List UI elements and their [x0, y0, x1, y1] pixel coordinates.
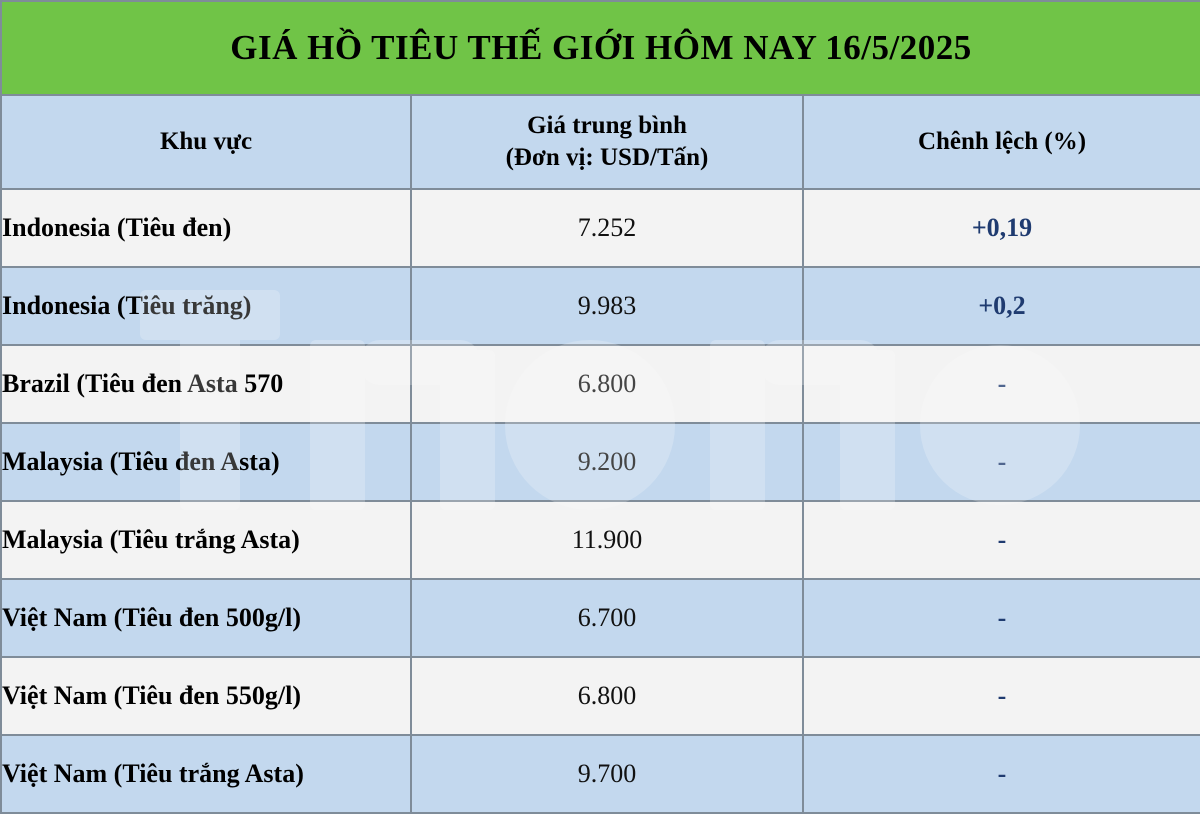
region-cell: Brazil (Tiêu đen Asta 570	[1, 345, 411, 423]
table-row	[1, 189, 1200, 267]
price-cell: 9.200	[411, 423, 803, 501]
change-cell: -	[803, 345, 1200, 423]
table-row	[1, 345, 1200, 423]
header-row	[1, 95, 1200, 189]
header-region: Khu vực	[1, 95, 411, 189]
change-cell: -	[803, 501, 1200, 579]
table-row	[1, 657, 1200, 735]
region-cell: Việt Nam (Tiêu đen 550g/l)	[1, 657, 411, 735]
price-cell: 6.800	[411, 345, 803, 423]
table-row	[1, 579, 1200, 657]
change-cell: +0,2	[803, 267, 1200, 345]
header-price-line1: Giá trung bình	[527, 112, 687, 139]
region-cell: Indonesia (Tiêu đen)	[1, 189, 411, 267]
change-cell: -	[803, 579, 1200, 657]
change-cell: +0,19	[803, 189, 1200, 267]
region-cell: Indonesia (Tiêu trăng)	[1, 267, 411, 345]
price-cell: 9.700	[411, 735, 803, 813]
change-cell: -	[803, 657, 1200, 735]
region-cell: Việt Nam (Tiêu đen 500g/l)	[1, 579, 411, 657]
table-row	[1, 267, 1200, 345]
table-row	[1, 423, 1200, 501]
price-cell: 11.900	[411, 501, 803, 579]
price-cell: 7.252	[411, 189, 803, 267]
region-cell: Malaysia (Tiêu đen Asta)	[1, 423, 411, 501]
region-cell: Việt Nam (Tiêu trắng Asta)	[1, 735, 411, 813]
header-change: Chênh lệch (%)	[803, 95, 1200, 189]
title-row	[1, 1, 1200, 95]
region-cell: Malaysia (Tiêu trắng Asta)	[1, 501, 411, 579]
price-cell: 9.983	[411, 267, 803, 345]
header-price	[411, 95, 803, 189]
table-row	[1, 735, 1200, 813]
header-price-line2: (Đơn vị: USD/Tấn)	[505, 144, 709, 171]
price-cell: 6.800	[411, 657, 803, 735]
price-cell: 6.700	[411, 579, 803, 657]
table-title: GIÁ HỒ TIÊU THẾ GIỚI HÔM NAY 16/5/2025	[1, 1, 1200, 95]
change-cell: -	[803, 735, 1200, 813]
table-row	[1, 501, 1200, 579]
change-cell: -	[803, 423, 1200, 501]
